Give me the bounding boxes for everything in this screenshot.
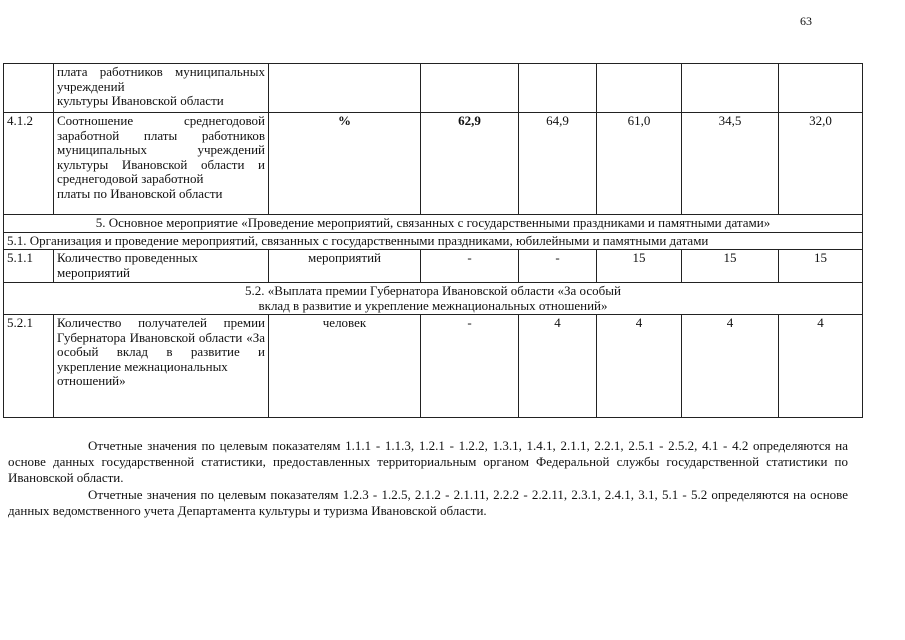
table-row	[4, 64, 863, 113]
value-cell: 62,9	[421, 113, 519, 215]
unit-cell	[269, 64, 421, 113]
indicator-name: Количество получателей премии Губернатора Ивановской области «За особый вклад в развитие и укрепление межнациональных отношений»	[54, 315, 269, 418]
indicator-name: плата работников муниципальных учреждений культуры Ивановской области	[54, 64, 269, 113]
value-cell: 61,0	[597, 113, 682, 215]
value-cell: 15	[682, 250, 779, 283]
section-row	[4, 283, 863, 315]
indicator-name: Соотношение среднегодовой заработной платы работников муниципальных учреждений культуры Ивановской области и среднегодовой заработной платы по Ивановской области	[54, 113, 269, 215]
value-cell: -	[421, 250, 519, 283]
row-number	[4, 64, 54, 113]
value-cell: 64,9	[519, 113, 597, 215]
row-number: 5.2.1	[4, 315, 54, 418]
unit-cell: %	[269, 113, 421, 215]
unit-cell: мероприятий	[269, 250, 421, 283]
indicators-table	[3, 63, 863, 418]
value-cell	[597, 64, 682, 113]
table-row	[4, 113, 863, 215]
value-cell	[682, 64, 779, 113]
table-row	[4, 250, 863, 283]
section-heading: 5. Основное мероприятие «Проведение мероприятий, связанных с государственными праздниками и памятными датами»	[4, 215, 863, 233]
value-cell: -	[421, 315, 519, 418]
value-cell: 32,0	[779, 113, 863, 215]
table-row	[4, 315, 863, 418]
value-cell: 15	[779, 250, 863, 283]
footnotes	[8, 438, 848, 519]
value-cell	[421, 64, 519, 113]
section-heading: 5.2. «Выплата премии Губернатора Ивановской области «За особый вклад в развитие и укрепление межнациональных отношений»	[4, 283, 863, 315]
section-row	[4, 232, 863, 250]
value-cell: 4	[682, 315, 779, 418]
value-cell: 4	[779, 315, 863, 418]
section-heading: 5.1. Организация и проведение мероприятий, связанных с государственными праздниками, юбилейными и памятными датами	[4, 232, 863, 250]
footnote-paragraph: Отчетные значения по целевым показателям 1.2.3 - 1.2.5, 2.1.2 - 2.1.11, 2.2.2 - 2.2.11, 2.3.1, 2.4.1, 3.1, 5.1 - 5.2 определяются на основе данных ведомственного учета Департамента культуры и туризма Ивановской области.	[8, 487, 848, 518]
value-cell: 15	[597, 250, 682, 283]
value-cell: 4	[519, 315, 597, 418]
value-cell	[519, 64, 597, 113]
indicator-name: Количество проведенных мероприятий	[54, 250, 269, 283]
value-cell	[779, 64, 863, 113]
value-cell: 4	[597, 315, 682, 418]
value-cell: -	[519, 250, 597, 283]
footnote-paragraph: Отчетные значения по целевым показателям 1.1.1 - 1.1.3, 1.2.1 - 1.2.2, 1.3.1, 1.4.1, 2.1.1, 2.2.1, 2.5.1 - 2.5.2, 4.1 - 4.2 определяются на основе данных государственной статистики, предоставленных территориальным органом Федеральной службы государственной статистики по Ивановской области.	[8, 438, 848, 485]
value-cell: 34,5	[682, 113, 779, 215]
row-number: 4.1.2	[4, 113, 54, 215]
page-number: 63	[800, 14, 812, 28]
section-row	[4, 215, 863, 233]
row-number: 5.1.1	[4, 250, 54, 283]
unit-cell: человек	[269, 315, 421, 418]
